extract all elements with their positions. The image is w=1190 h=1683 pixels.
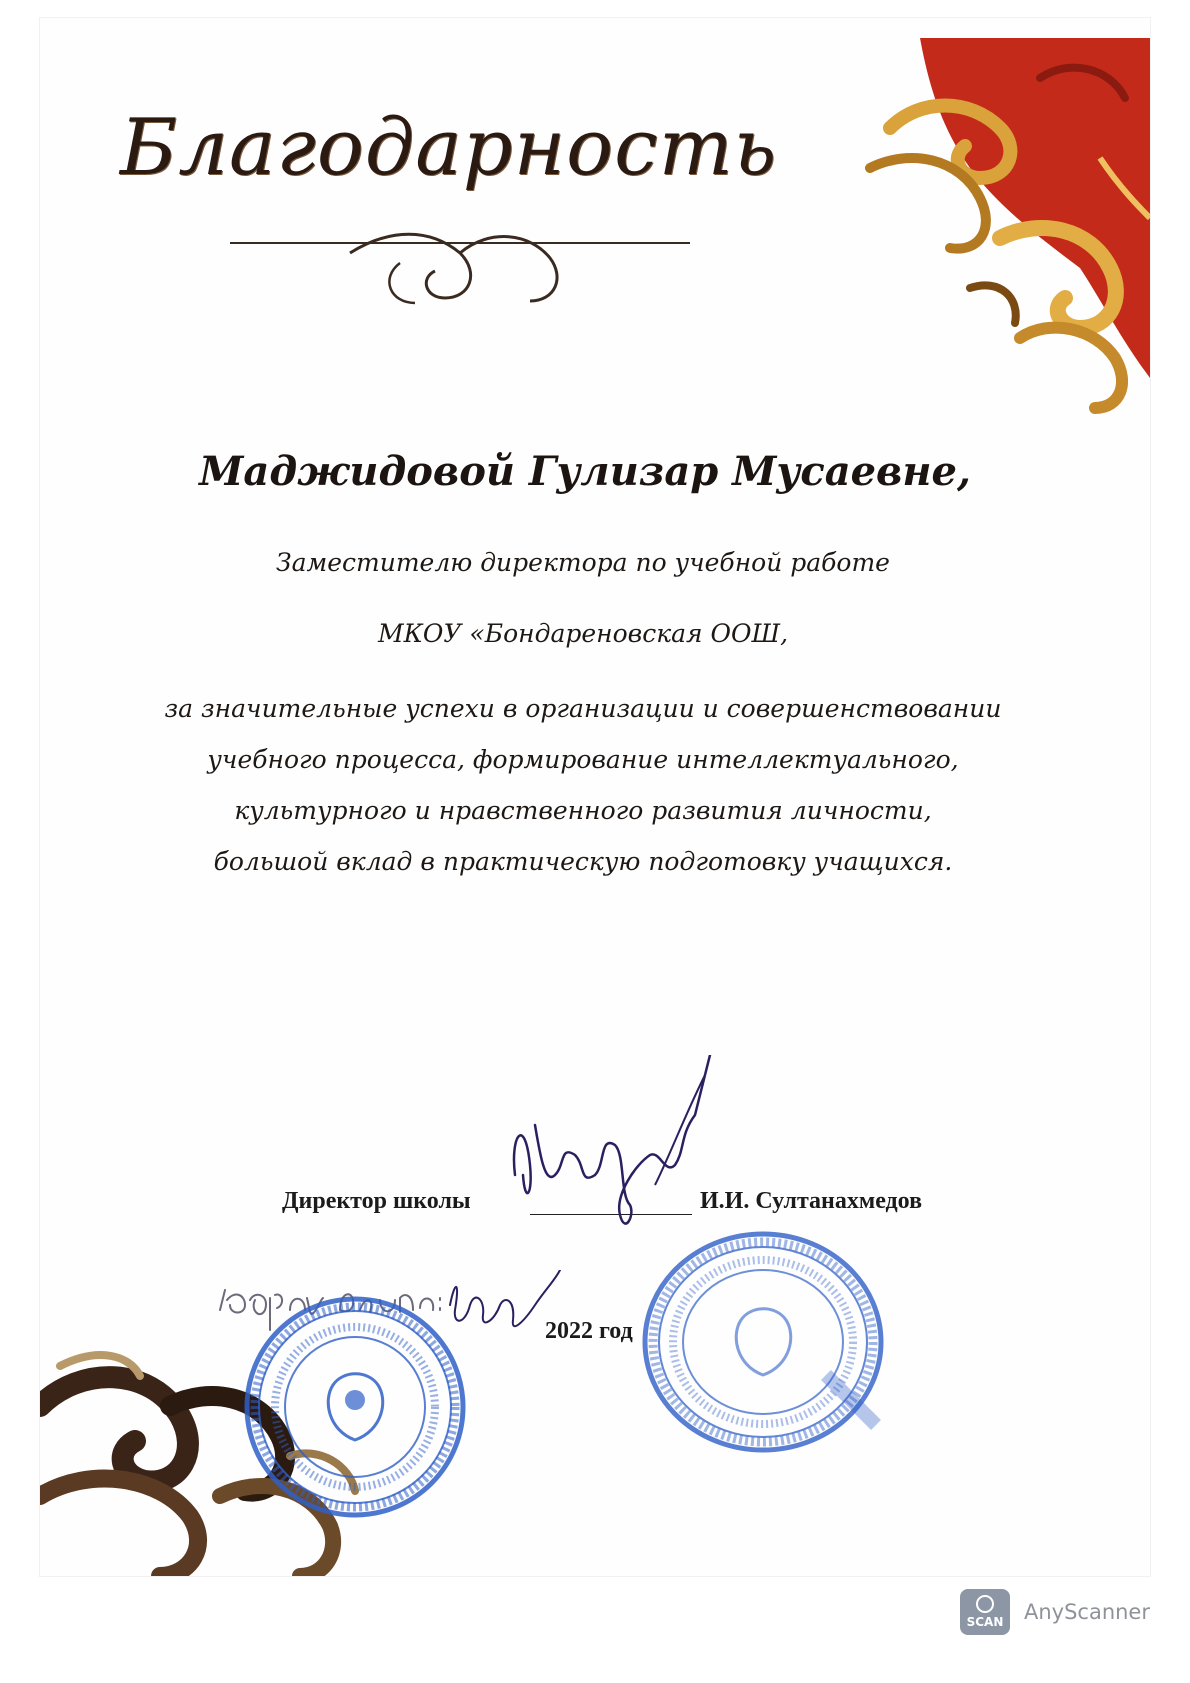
signatory-name: И.И. Султанахмедов [700, 1188, 923, 1214]
scanner-app-name: AnyScanner [1023, 1600, 1150, 1624]
title-flourish [230, 223, 750, 313]
recipient-name: Маджидовой Гулизар Мусаевне, [199, 448, 971, 495]
reason-line-3: культурного и нравственного развития личности, [234, 796, 932, 825]
scan-icon-text: SCAN [966, 1615, 1004, 1629]
position-line: Заместителю директора по учебной работе [276, 548, 890, 577]
corner-ornament-top-right [850, 38, 1150, 418]
reason-line-4: большой вклад в практическую подготовку учащихся. [213, 847, 953, 876]
school-line: МКОУ «Бондареновская ООШ, [377, 619, 789, 648]
reason-line-2: учебного процесса, формирование интеллектуального, [207, 745, 959, 774]
scanner-watermark [960, 1589, 1150, 1635]
certificate-body [0, 548, 1178, 876]
reason-line-1: за значительные успехи в организации и совершенствовании [164, 694, 1002, 723]
official-stamp-left [238, 1290, 473, 1525]
year-label: 2022 год [545, 1318, 633, 1344]
certificate-title: Благодарность [120, 103, 778, 193]
scan-app-icon [960, 1589, 1010, 1635]
director-signature [505, 1055, 715, 1245]
official-stamp-right [636, 1225, 891, 1460]
signature-label: Директор школы [282, 1188, 471, 1214]
